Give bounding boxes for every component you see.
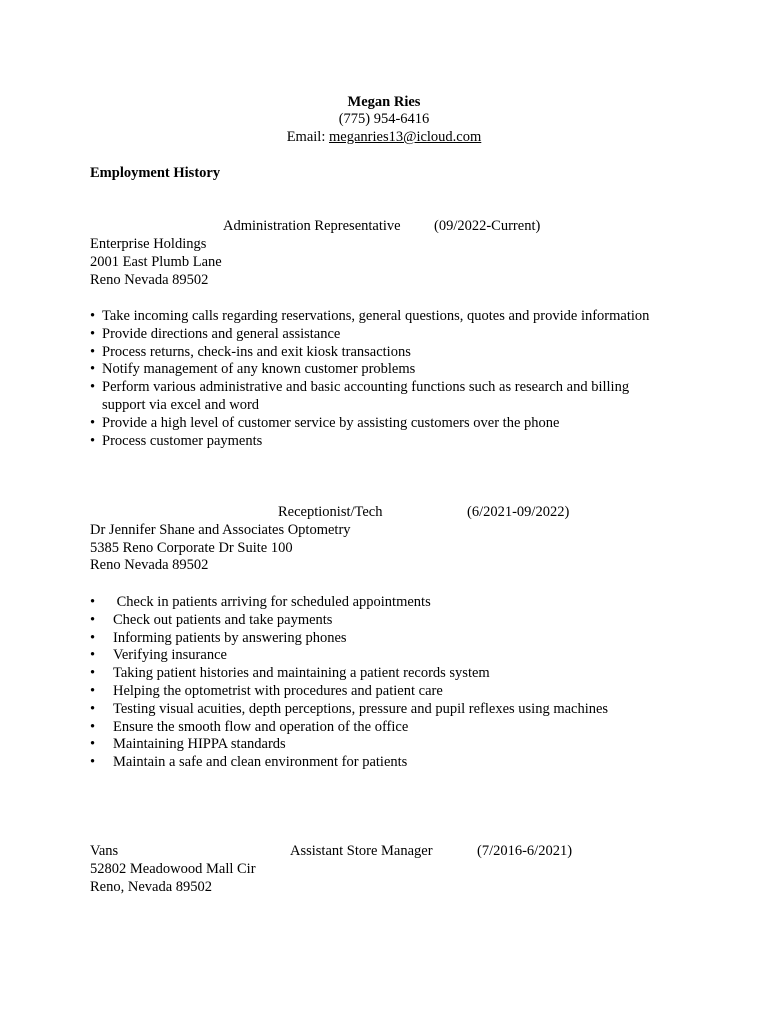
duty-text: Maintain a safe and clean environment for patients [113,754,408,771]
bullet-marker: • [90,700,96,717]
duty-text: Informing patients by answering phones [113,629,347,646]
job-title: Receptionist/Tech [278,504,383,520]
bullet-marker: • [90,718,96,735]
bullet-marker: • [90,414,96,431]
bullet-marker: • [90,611,96,628]
company-name: Vans [90,843,119,859]
company-address-line2: Reno Nevada 89502 [90,557,209,573]
email-line [0,129,768,146]
company-address-line2: Reno, Nevada 89502 [90,879,213,895]
duty-text: Provide directions and general assistance [102,325,341,342]
list-item [90,719,690,737]
job-title: Administration Representative [223,218,401,234]
list-item [90,701,690,719]
company-address-line1: 5385 Reno Corporate Dr Suite 100 [90,540,293,556]
list-item [90,630,690,648]
duty-text: Provide a high level of customer service by assisting customers over the phone [102,414,560,431]
duty-text: Ensure the smooth flow and operation of the office [113,718,409,735]
job-dates: (7/2016-6/2021) [477,843,573,859]
list-item [90,736,690,754]
bullet-marker: • [90,736,96,753]
duty-text: Check out patients and take payments [113,611,333,628]
applicant-name: Megan Ries [347,94,421,110]
duty-text: Maintaining HIPPA standards [113,736,286,753]
email-link[interactable]: meganries13@icloud.com [329,129,482,145]
duty-text: Helping the optometrist with procedures and patient care [113,683,443,699]
list-item [90,308,690,326]
bullet-marker: • [90,343,96,360]
job-title: Assistant Store Manager [290,843,433,859]
company-name: Enterprise Holdings [90,236,207,252]
duty-text: Process customer payments [102,432,263,449]
job-dates: (6/2021-09/2022) [467,504,570,520]
email-label: Email: [286,129,329,145]
list-item [90,344,690,362]
list-item [90,379,690,415]
duty-text: Check in patients arriving for scheduled appointments [113,594,431,610]
duty-text: Testing visual acuities, depth perceptions, pressure and pupil reflexes using machines [113,700,609,717]
list-item [90,415,690,433]
duty-text: Taking patient histories and maintaining a patient records system [113,665,490,682]
list-item [90,612,690,630]
company-address-line2: Reno Nevada 89502 [90,272,209,288]
list-item [90,594,690,612]
job-dates: (09/2022-Current) [434,218,541,234]
duty-text: Perform various administrative and basic accounting functions such as research and billing support via excel and word [102,379,630,413]
bullet-marker: • [90,361,96,378]
bullet-marker: • [90,308,96,324]
duty-text: Notify management of any known customer problems [102,361,416,378]
list-item [90,665,690,683]
bullet-marker: • [90,379,96,396]
bullet-marker: • [90,594,96,610]
company-address-line1: 2001 East Plumb Lane [90,254,222,270]
list-item [90,433,690,451]
bullet-marker: • [90,647,96,664]
list-item [90,647,690,665]
company-address-line1: 52802 Meadowood Mall Cir [90,861,256,877]
list-item [90,326,690,344]
phone-number: (775) 954-6416 [338,111,430,127]
list-item [90,361,690,379]
duty-text: Verifying insurance [113,647,227,664]
section-title: Employment History [90,165,221,181]
bullet-marker: • [90,325,96,342]
bullet-marker: • [90,432,96,449]
duty-text: Take incoming calls regarding reservations, general questions, quotes and provide information [102,308,650,324]
list-item [90,754,690,772]
bullet-marker: • [90,754,96,771]
bullet-marker: • [90,629,96,646]
duty-text: Process returns, check-ins and exit kiosk transactions [102,343,411,360]
company-name: Dr Jennifer Shane and Associates Optometry [90,522,351,538]
list-item [90,683,690,701]
bullet-marker: • [90,683,96,699]
bullet-marker: • [90,665,96,682]
